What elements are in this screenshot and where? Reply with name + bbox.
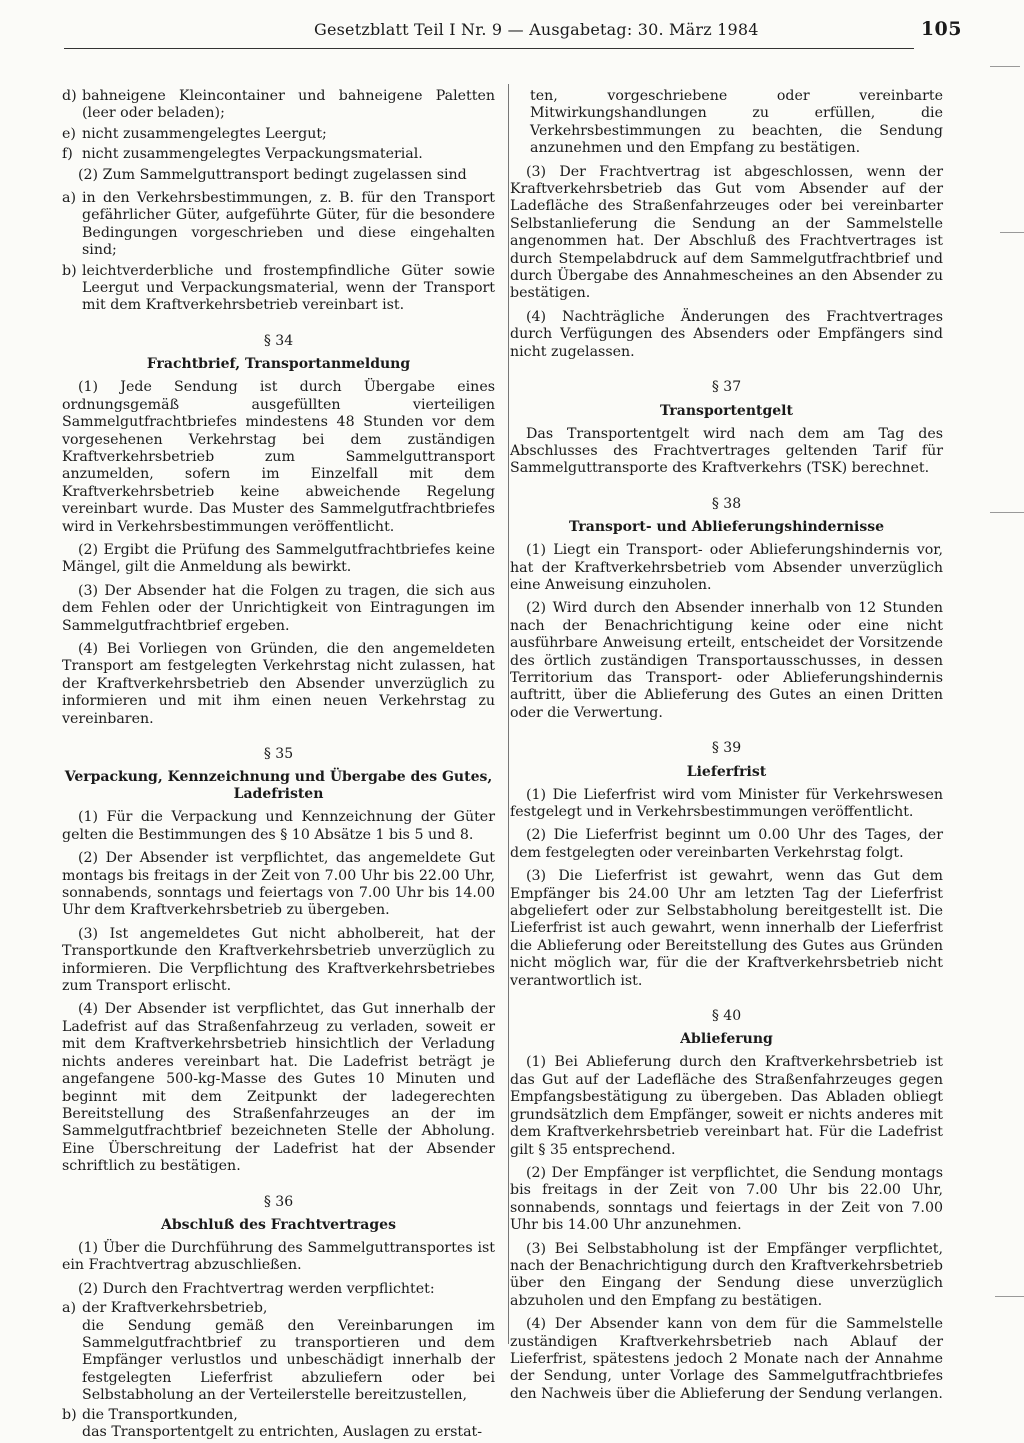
paragraph: (3) Bei Selbstabholung ist der Empfänger verpflichtet, nach der Benachrichtigung durch den Kraftverkehrsbetrieb über den Eingang der Sendung diese unverzüglich abzuholen und den Empfang zu bestätigen. (510, 1240, 943, 1309)
section-title: Abschluß des Frachtvertrages (161, 1216, 396, 1233)
paragraph: (1) Über die Durchführung des Sammelguttransportes ist ein Frachtvertrag abzuschließen. (62, 1239, 495, 1274)
list-item: e) nicht zusammengelegtes Leergut; (62, 125, 327, 142)
section-title: Ablieferung (680, 1031, 773, 1048)
page-header (64, 14, 962, 54)
paragraph: (2) Der Absender ist verpflichtet, das angemeldete Gut montags bis freitags in der Zeit von 7.00 Uhr bis 22.00 Uhr, sonnabends, sonntags und feiertags von 7.00 Uhr bis 14.00 Uhr dem Kraftverkehrsbetrieb zu übergeben. (62, 850, 495, 919)
list-item: f) nicht zusammengelegtes Verpackungsmaterial. (62, 146, 423, 163)
list-item: b) leichtverderbliche und frostempfindliche Güter sowie Leergut und Verpackungsmaterial, wenn der Transport mit dem Kraftverkehrsbetrieb vereinbart ist. (62, 262, 495, 314)
paragraph: (1) Die Lieferfrist wird vom Minister für Verkehrswesen festgelegt und in Verkehrsbestimmungen veröffentlicht. (510, 786, 943, 820)
page-number: 105 (920, 18, 962, 40)
scan-edge-mark (990, 512, 1024, 513)
section-title: Transportentgelt (660, 402, 793, 419)
paragraph-continuation: ten, vorgeschriebene oder vereinbarte Mitwirkungshandlungen zu erfüllen, die Verkehrsbestimmungen zu beachten, die Sendung anzunehmen und den Empfang zu bestätigen. (530, 88, 943, 157)
section-title: Lieferfrist (686, 763, 767, 780)
paragraph: (2) Der Empfänger ist verpflichtet, die Sendung montags bis freitags in der Zeit von 7.00 Uhr bis 22.00 Uhr, sonnabends, sonntags und feiertags in der Zeit von 7.00 Uhr bis 14.00 Uhr anzunehmen. (510, 1164, 943, 1234)
paragraph: (4) Nachträgliche Änderungen des Frachtvertrages durch Verfügungen des Absenders oder Empfängers sind nicht zugelassen. (510, 308, 943, 360)
header-rule (64, 48, 914, 49)
column-divider (508, 84, 509, 1344)
gazette-title: Gesetzblatt Teil I Nr. 9 — Ausgabetag: 30. März 1984 (314, 20, 759, 39)
left-column (62, 88, 495, 1443)
paragraph: (3) Die Lieferfrist ist gewahrt, wenn das Gut dem Empfänger bis 24.00 Uhr am letzten Tag der Lieferfrist abgeliefert oder zur Selbstabholung bereitgestellt ist. Die Lieferfrist ist auch gewahrt, wenn innerhalb der Lieferfrist die Ablieferung oder Bereitstellung des Gutes aus Gründen nicht möglich war, für die der Kraftverkehrsbetrieb nicht verantwortlich ist. (510, 868, 943, 989)
paragraph: (1) Für die Verpackung und Kennzeichnung der Güter gelten die Bestimmungen des § 10 Absätze 1 bis 5 und 8. (62, 809, 495, 843)
paragraph: (2) Die Lieferfrist beginnt um 0.00 Uhr des Tages, der dem festgelegten oder vereinbarten Verkehrstag folgt. (510, 827, 943, 861)
paragraph: (3) Der Frachtvertrag ist abgeschlossen, wenn der Kraftverkehrsbetrieb das Gut vom Absender auf der Ladefläche des Straßenfahrzeuges oder bei vereinbarter Selbstanlieferung die Sendung an der Sammelstelle angenommen hat. Der Abschluß des Frachtvertrages ist durch Stempelabdruck auf dem Sammelgutfrachtbrief und durch Übergabe des Annahmescheines an den Absender zu bestätigen. (510, 163, 943, 302)
list-item: b) die Transportkunden, (62, 1406, 238, 1423)
section-number: § 40 (711, 1008, 742, 1025)
paragraph: (4) Der Absender ist verpflichtet, das Gut innerhalb der Ladefrist auf das Straßenfahrzeug zu verladen, soweit er mit dem Kraftverkehrsbetrieb hinsichtlich der Verladung nichts anderes vereinbart hat. Die Ladefrist beträgt je angefangene 500-kg-Masse des Gutes 10 Minuten und beginnt mit dem Zeitpunkt der ladegerechten Bereitstellung des Straßenfahrzeuges an der im Sammelgutfrachtbrief bezeichneten Stelle der Abholung. Eine Überschreitung der Ladefrist hat der Absender schriftlich zu bestätigen. (62, 1001, 495, 1175)
paragraph: (1) Bei Ablieferung durch den Kraftverkehrsbetrieb ist das Gut auf der Ladefläche des Straßenfahrzeuges gegen Empfangsbestätigung zu übergeben. Das Abladen obliegt grundsätzlich dem Empfänger, soweit er nichts anderes mit dem Kraftverkehrsbetrieb vereinbart hat. Für die Ladefrist gilt § 35 entsprechend. (510, 1054, 943, 1158)
scan-edge-mark (995, 1296, 1024, 1297)
paragraph: (2) Wird durch den Absender innerhalb von 12 Stunden nach der Benachrichtigung keine oder eine nicht ausführbare Anweisung erteilt, entscheidet der Vorsitzende des örtlich zuständigen Transportausschusses, in dessen Territorium das Transport- oder Ablieferungshindernis auftritt, über die Ablieferung des Gutes an einen Dritten oder die Verwertung. (510, 600, 943, 721)
section-number: § 35 (263, 746, 294, 762)
section-number: § 34 (263, 332, 294, 349)
section-number: § 36 (263, 1193, 294, 1210)
paragraph: (2) Ergibt die Prüfung des Sammelgutfrachtbriefes keine Mängel, gilt die Anmeldung als bewirkt. (62, 541, 495, 576)
paragraph: (2) Zum Sammelguttransport bedingt zugelassen sind (78, 166, 467, 183)
paragraph: (4) Der Absender kann von dem für die Sammelstelle zuständigen Kraftverkehrsbetrieb nach Ablauf der Lieferfrist, spätestens jedoch 2 Monate nach der Annahme der Sendung, unter Vorlage des Sammelgutfrachtbriefes den Nachweis über die Ablieferung der Sendung verlangen. (510, 1316, 943, 1402)
list-item: d) bahneigene Kleincontainer und bahneigene Paletten (leer oder beladen); (62, 88, 495, 122)
section-number: § 37 (711, 379, 742, 396)
list-item-text: die Sendung gemäß den Vereinbarungen im Sammelgutfrachtbrief zu transportieren und dem Empfänger verlustlos und unbeschädigt innerhalb der festgelegten Lieferfrist abzuliefern oder bei Selbstabholung an der Verteilerstelle bereitzustellen, (82, 1317, 495, 1404)
list-item-text: das Transportentgelt zu entrichten, Auslagen zu erstat- (82, 1424, 483, 1440)
paragraph: Das Transportentgelt wird nach dem am Tag des Abschlusses des Frachtvertrages geltenden Tarif für Sammelguttransporte des Kraftverkehrs (TSK) berechnet. (510, 425, 943, 477)
section-number: § 38 (711, 495, 742, 512)
paragraph: (2) Durch den Frachtvertrag werden verpflichtet: (78, 1280, 435, 1297)
paragraph: (3) Der Absender hat die Folgen zu tragen, die sich aus dem Fehlen oder der Unrichtigkeit von Eintragungen im Sammelgutfrachtbrief ergeben. (62, 582, 495, 634)
right-column (510, 88, 943, 1409)
paragraph: (1) Jede Sendung ist durch Übergabe eines ordnungsgemäß ausgefüllten vierteiligen Sammelgutfrachtbriefes mindestens 48 Stunden vor dem vorgesehenen Verkehrstag bei dem zuständigen Kraftverkehrsbetrieb zum Sammelguttransport anzumelden, sofern im Einzelfall mit dem Kraftverkehrsbetrieb keine abweichende Regelung vereinbart wurde. Das Muster des Sammelgutfrachtbriefes wird in Verkehrsbestimmungen veröffentlicht. (62, 379, 495, 535)
list-item: a) der Kraftverkehrsbetrieb, (62, 1300, 268, 1317)
paragraph: (4) Bei Vorliegen von Gründen, die den angemeldeten Transport am festgelegten Verkehrstag nicht zulassen, hat der Kraftverkehrsbetrieb den Absender unverzüglich zu informieren und mit ihm einen neuen Verkehrstag zu vereinbaren. (62, 640, 495, 727)
section-title: Transport- und Ablieferungshindernisse (568, 519, 885, 536)
section-number: § 39 (711, 740, 742, 757)
paragraph: (1) Liegt ein Transport- oder Ablieferungshindernis vor, hat der Kraftverkehrsbetrieb vom Absender unverzüglich eine Anweisung einzuholen. (510, 542, 943, 593)
list-item: a) in den Verkehrsbestimmungen, z. B. für den Transport gefährlicher Güter, aufgeführte Güter, für die besondere Bedingungen vorgeschrieben und diese eingehalten sind; (62, 190, 495, 259)
section-title: Frachtbrief, Transportanmeldung (146, 356, 411, 373)
section-title: Verpackung, Kennzeichnung und Übergabe des Gutes, Ladefristen (64, 769, 493, 803)
paragraph: (3) Ist angemeldetes Gut nicht abholbereit, hat der Transportkunde den Kraftverkehrsbetrieb unverzüglich zu informieren. Die Verpflichtung des Kraftverkehrsbetriebes zum Transport erlischt. (62, 925, 495, 995)
scan-edge-mark (1000, 232, 1024, 233)
scan-edge-mark (990, 66, 1020, 67)
